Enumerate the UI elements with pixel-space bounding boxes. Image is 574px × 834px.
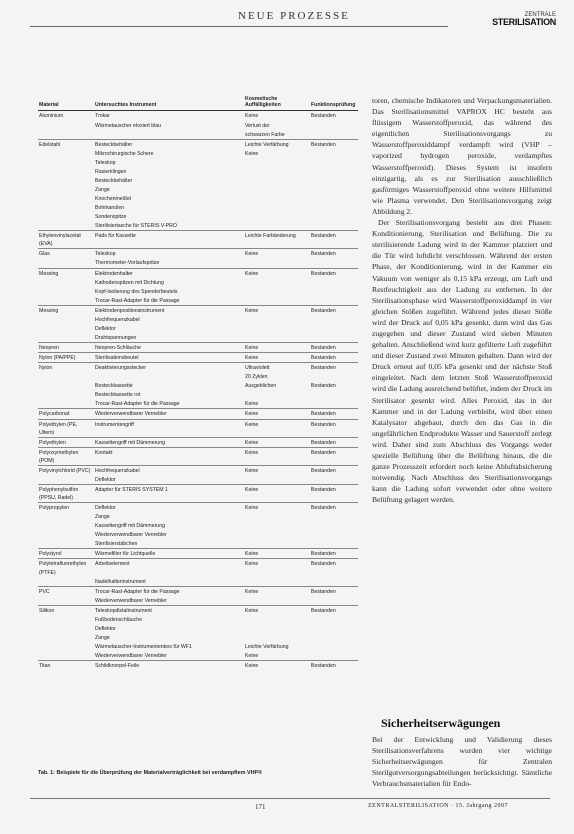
table-row [38,268,358,278]
cell-cosmetic [244,278,310,287]
cell-function-test [310,642,358,651]
cell-function-test: Bestanden [310,249,358,259]
table-row [38,176,358,185]
header-function-test: Funktionsprüfung [310,95,358,111]
cell-material [38,381,94,390]
cell-instrument: Trokar [95,113,110,120]
cell-cosmetic [244,475,310,485]
cell-instrument: Deflektor [94,503,244,513]
table-row [38,549,358,559]
cell-material: Polyoxymethylen (POM) [38,447,94,465]
cell-instrument: Wärmetauscher eloxiert blau [95,122,162,129]
cell-cosmetic [244,167,310,176]
table-row [38,530,358,539]
cell-cosmetic [244,633,310,642]
cell-instrument: Deaktivierungsstecker [94,363,244,373]
cell-function-test: Bestanden [310,661,358,671]
cell-cosmetic: Keine [245,150,259,157]
cell-cosmetic [244,194,310,203]
table-row [38,615,358,624]
cell-cosmetic [244,221,310,231]
table-row [38,363,358,373]
cell-cosmetic [244,203,310,212]
cell-material: Polyvinylchlorid (PVC) [38,465,94,475]
cell-cosmetic [244,315,310,324]
cell-function-test [310,167,358,176]
table-row [38,287,358,296]
cell-material [38,287,94,296]
cell-cosmetic [244,212,310,221]
table-header-row [38,95,358,111]
cell-cosmetic: Keine [244,605,310,615]
table-row [38,315,358,324]
cell-function-test [310,651,358,661]
cell-cosmetic [244,287,310,296]
table-row [38,372,358,381]
cell-material [38,624,94,633]
cell-material [38,399,94,409]
cell-material: Edelstahl [38,139,94,149]
cell-instrument: Sterilisiertasche für STERIS V-PRO [95,223,177,230]
cell-cosmetic [244,185,310,194]
cell-instrument: Knochenmeißel [95,196,132,203]
cell-cosmetic [244,333,310,343]
table-row [38,185,358,194]
cell-material: Aluminium [39,113,64,120]
cell-function-test [310,521,358,530]
cell-function-test: Bestanden [310,343,358,353]
table-row [38,231,358,249]
cell-function-test [310,212,358,221]
header-cosmetic: Kosmetische Auffälligkeiten [244,95,310,111]
cell-cosmetic: Keine [244,249,310,259]
section-heading: Sicherheitserwägungen [381,716,501,730]
cell-function-test [310,130,358,140]
table-body [38,111,358,670]
cell-instrument: Hochfrequenzkabel [94,465,244,475]
cell-instrument: Zange [95,186,110,193]
cell-instrument: Trocar-Rast-Adapter für die Passage [95,401,180,408]
cell-instrument: Schildknorpel-Feile [94,661,244,671]
cell-instrument: Pads für Kassette [94,231,244,249]
cell-instrument: Trocar-Rast-Adapter für die Passage [94,586,244,596]
cell-cosmetic: Verlust der [245,122,270,129]
table-row [38,390,358,399]
cell-cosmetic: Leichte Verfärbung [244,139,310,149]
cell-cosmetic: Ausgeblichen [245,383,277,390]
cell-instrument: Rasierklingen [95,168,127,175]
table-row [38,121,358,130]
cell-material [38,333,94,343]
cell-cosmetic: Keine [244,437,310,447]
cell-function-test: Bestanden [310,353,358,363]
cell-material: Polypropylen [38,503,94,513]
cell-cosmetic [244,296,310,306]
cell-cosmetic [244,258,310,268]
cell-function-test [310,149,358,158]
table-row [38,447,358,465]
cell-function-test: Bestanden [310,139,358,149]
table-row [38,512,358,521]
cell-function-test: Bestanden [310,268,358,278]
table-row [38,605,358,615]
cell-instrument: Sterilisationsbeutel [94,353,244,363]
cell-instrument: Wiederverwendbarer Vernebler [95,597,167,604]
cell-cosmetic: Keine [244,661,310,671]
cell-function-test [310,530,358,539]
cell-cosmetic: Keine [244,465,310,475]
cell-instrument: Besteckbehälter [95,177,133,184]
cell-cosmetic: Keine [244,343,310,353]
cell-material [38,390,94,399]
table-row [38,324,358,333]
cell-instrument: Neopren-Schläuche [94,343,244,353]
cell-material [38,615,94,624]
table-row [38,353,358,363]
cell-material [38,372,94,381]
cell-function-test [310,539,358,549]
cell-material: Polyphenylsulfon (PPSU, Radel) [38,484,94,502]
cell-material [38,642,94,651]
cell-function-test: Bestanden [310,586,358,596]
table-row [38,130,358,140]
cell-function-test: Bestanden [310,363,358,373]
header-instrument: Untersuchtes Instrument [94,95,244,111]
cell-function-test [310,203,358,212]
cell-function-test [310,372,358,381]
table-row [38,437,358,447]
cell-function-test [310,624,358,633]
table-row [38,111,358,121]
logo-top-text: ZENTRALE [524,12,556,18]
cell-instrument: Deflektor [95,476,116,483]
cell-instrument: Zange [95,634,110,641]
table-row [38,651,358,661]
table-row [38,577,358,587]
cell-function-test: Bestanden [311,113,336,120]
header-rule [30,26,448,27]
cell-function-test [310,333,358,343]
cell-function-test [310,324,358,333]
cell-instrument: Trocar-Rast-Adapter für die Passage [95,297,180,304]
table-row [38,465,358,475]
cell-material [38,577,94,587]
cell-cosmetic: Leichte Verfärbung [245,644,289,651]
cell-material: Glas [38,249,94,259]
cell-instrument: Kathodenspitzen mit Dichtung [95,279,164,286]
cell-instrument: Deflektor [95,625,116,632]
cell-material [38,176,94,185]
table-row [38,278,358,287]
cell-instrument: Wiederverwendbarer Vernebler [95,532,167,539]
table-row [38,484,358,502]
cell-function-test: Bestanden [310,409,358,419]
table-caption: Tab. 1: Beispiele für die Überprüfung der Materialverträglichkeit bei verdampftem VHP® [38,770,263,776]
cell-function-test [310,121,358,130]
cell-instrument: Besteckbehälter [94,139,244,149]
cell-material [38,596,94,606]
cell-cosmetic: Leichte Farbänderung [244,231,310,249]
cell-instrument: Kassettengriff mit Dämmerung [95,523,165,530]
cell-instrument: Besteckkassette rot [95,392,141,399]
cell-cosmetic [244,176,310,185]
cell-instrument: Sondenspitze [95,214,127,221]
cell-instrument: Mikrochirurgische Schere [95,150,154,157]
cell-function-test [310,185,358,194]
cell-material [38,221,94,231]
cell-instrument: Wärmefilter für Lichtquelle [94,549,244,559]
cell-cosmetic: Ultraviolett [244,363,310,373]
table-row [38,475,358,485]
table-row [38,305,358,315]
cell-instrument: Fußbodenschläuche [95,616,143,623]
article-body [372,95,552,505]
cell-function-test [310,221,358,231]
cell-function-test [310,287,358,296]
cell-instrument [94,130,244,140]
cell-cosmetic [244,324,310,333]
page-number: 171 [255,803,266,811]
cell-instrument: Besteckkassette [95,383,133,390]
cell-material [38,130,94,140]
cell-material [38,530,94,539]
cell-cosmetic: Keine [244,484,310,502]
cell-cosmetic: Keine [244,353,310,363]
cell-cosmetic [244,530,310,539]
logo-main-text: STERILISATION [492,17,556,27]
cell-instrument: Wiederverwendbarer Vernebler [95,653,167,660]
table-row [38,203,358,212]
cell-cosmetic [244,390,310,399]
cell-material [38,167,94,176]
table-row [38,642,358,651]
cell-cosmetic: Keine [245,401,259,408]
table-row [38,586,358,596]
cell-cosmetic: Keine [244,559,310,577]
cell-function-test: Bestanden [310,437,358,447]
cell-material [38,194,94,203]
cell-function-test [310,596,358,606]
cell-material [38,149,94,158]
cell-function-test [310,315,358,324]
table-row [38,212,358,221]
cell-function-test: Bestanden [310,231,358,249]
cell-function-test: Bestanden [310,605,358,615]
cell-material: PVC [38,586,94,596]
cell-material [38,475,94,485]
cell-instrument: Kontakt [94,447,244,465]
cell-instrument: Teleskopdistalinstrument [94,605,244,615]
cell-instrument: Instrumentengriff [94,419,244,437]
cell-instrument: Teleskop [94,249,244,259]
cell-cosmetic [244,521,310,530]
compatibility-table [38,95,358,670]
table-row [38,596,358,606]
cell-material: Titan [38,661,94,671]
cell-material: Neopren [38,343,94,353]
cell-instrument: Thermometer-Vorlaufspritze [95,260,160,267]
table-row [38,633,358,642]
cell-function-test [310,278,358,287]
table-row [38,539,358,549]
cell-function-test: Bestanden [310,549,358,559]
table-row [38,249,358,259]
cell-instrument: Deflektor [95,325,116,332]
cell-material [38,315,94,324]
cell-cosmetic [244,512,310,521]
cell-material [38,158,94,167]
cell-material [38,278,94,287]
cell-material: Polytetrafluorethylen (PTFE) [38,559,94,577]
cell-function-test: Bestanden [310,447,358,465]
cell-cosmetic [244,158,310,167]
cell-function-test [310,176,358,185]
header-material: Material [38,95,94,111]
cell-function-test: Bestanden [311,383,336,390]
table-row [38,167,358,176]
table-row [38,139,358,149]
table-row [38,149,358,158]
cell-function-test [310,258,358,268]
article-paragraph-after-heading: Bei der Entwicklung und Validierung dieses Sterilisationsverfahrens wurden vier wichtige Sicherheitserwägungen für Zentralen Sterilgutversorgungsabteilungen berücksichtigt. Sämtliche Verbrauchsmaterialien für Endo- [372,735,552,789]
cell-material: Polystyrol [38,549,94,559]
cell-function-test: Bestanden [310,419,358,437]
cell-instrument [94,372,244,381]
table-row [38,521,358,530]
cell-material [38,521,94,530]
cell-material [38,121,94,130]
cell-material [38,512,94,521]
cell-cosmetic: Keine [244,549,310,559]
cell-cosmetic: 20 Zyklen [245,374,268,381]
cell-material: Silikon [38,605,94,615]
cell-cosmetic: Keine [244,409,310,419]
cell-function-test [310,512,358,521]
cell-instrument: Sterilisierstäbchen [95,541,138,548]
compatibility-table-container [38,95,358,670]
cell-material [38,651,94,661]
table-row [38,258,358,268]
table-row [38,503,358,513]
cell-cosmetic [244,615,310,624]
cell-cosmetic: Keine [244,305,310,315]
cell-function-test [310,633,358,642]
cell-instrument: Hochfrequenzkabel [95,316,140,323]
cell-function-test [310,475,358,485]
page-header [0,4,574,30]
cell-material [38,296,94,306]
cell-material: Nylon (PA/PPE) [38,353,94,363]
cell-instrument: Wiederverwendbarer Vernebler [94,409,244,419]
table-row [38,399,358,409]
cell-instrument: Arbeitselement [94,559,244,577]
cell-function-test: Bestanden [310,465,358,475]
cell-function-test [310,158,358,167]
table-row [38,381,358,390]
cell-material: Polycarbonat [38,409,94,419]
table-row [38,624,358,633]
cell-material [38,324,94,333]
cell-function-test: Bestanden [310,559,358,577]
table-row [38,409,358,419]
cell-function-test: Bestanden [310,503,358,513]
cell-instrument: Elektrodenhalter [94,268,244,278]
cell-material [38,258,94,268]
cell-cosmetic [244,596,310,606]
table-row [38,419,358,437]
cell-function-test [310,399,358,409]
cell-cosmetic: Keine [244,419,310,437]
cell-function-test [310,194,358,203]
cell-function-test [310,296,358,306]
cell-instrument: Wärmetauscher-Instrumentenbox für WF1 [95,644,192,651]
cell-material: Messing [38,305,94,315]
cell-cosmetic [244,539,310,549]
cell-instrument: Drahtspannungen [95,334,137,341]
cell-instrument: Adapter für STERIS SYSTEM 1 [94,484,244,502]
table-row [38,296,358,306]
table-row [38,158,358,167]
cell-cosmetic [244,624,310,633]
cell-function-test: Bestanden [310,484,358,502]
cell-material: Ethylenvinylacetat (EVA) [38,231,94,249]
table-row [38,559,358,577]
cell-cosmetic: Keine [244,586,310,596]
cell-material [38,185,94,194]
cell-function-test: Bestanden [310,305,358,315]
cell-cosmetic: Keine [245,653,259,660]
table-row [38,221,358,231]
cell-instrument: Bohrkanülen [95,205,125,212]
cell-instrument: Elektrodenpositionsinstrument [94,305,244,315]
table-row [38,333,358,343]
cell-material [38,212,94,221]
cell-function-test [310,615,358,624]
footer-rule [30,798,550,799]
table-row [38,661,358,671]
cell-instrument: Kopf-Isolierung des Spenderbeutels [95,288,178,295]
cell-instrument: Zange [95,514,110,521]
cell-cosmetic [244,577,310,587]
cell-instrument: Kassettengriff mit Dämmerung [94,437,244,447]
journal-name: ZENTRALSTERILISATION · 15. Jahrgang 2007 [368,803,509,809]
cell-instrument: Nadelhalterinstrument [95,578,146,585]
cell-material [38,633,94,642]
cell-material: Nylon [38,363,94,373]
cell-material: Polyethylen (PE, Ultem) [38,419,94,437]
cell-material: Messing [38,268,94,278]
cell-cosmetic: Keine [245,113,259,120]
table-row [38,194,358,203]
cell-material [38,539,94,549]
cell-material [38,203,94,212]
cell-cosmetic: Keine [244,447,310,465]
cell-cosmetic: schwarzen Farbe [245,131,285,138]
journal-logo [492,12,556,27]
cell-instrument: Teleskop [95,159,116,166]
cell-cosmetic: Keine [244,503,310,513]
table-row [38,343,358,353]
cell-function-test [310,577,358,587]
section-title: NEUE PROZESSE [238,10,350,22]
article-paragraph: toren, chemische Indikatoren und Verpackungsmaterialien. Das Sterilisationsmittel VAPROX HC besteht aus flüssigem Wasserstoffperoxid, das während des eigentlichen Sterilisationsvorgangs zu Wasserstoffperoxiddampf verdampft wird (VHP – vaporized hydrogen peroxide, verdampftes Wasserstoffperoxid). Dieses System ist insofern einzigartig, als es zur Sterilisation ausschließlich gasförmiges Wasserstoffperoxid ohne weitere Hilfsmittel wie Plasma verwendet. Den Sterilisationsvorgang zeigt Abbildung 2. [372,96,552,216]
cell-cosmetic: Keine [244,268,310,278]
article-paragraph: Der Sterilisationsvorgang besteht aus drei Phasen: Konditionierung, Sterilisation und Belüftung. Die zu sterilisierende Ladung wird in der Kammer platziert und die Tür wird luftdicht verschlossen. Während der ersten Phase, der Konditionierung, wird in der Kammer ein Vakuum von weniger als 0,15 kPa erzeugt, um Luft und Restfeuchtigkeit aus der Ladung zu entfernen. In der Sterilisationsphase wird Wasserstoffperoxiddampf in vier gleichen Stößen zugeführt. Während jedes dieser Stöße wird der Druck auf 0,05 kPa gesenkt, dann wird das Gas zugegeben und dieser Zustand wird sieben Minuten gehalten. Anschließend wird kurz gefilterte Luft zugeführt und dieser Zustand zwei Minuten gehalten. Dann wird der Druck erneut auf 0,05 kPa gesenkt und der nächste Stoß eingeleitet. Nach dem letzten Stoß Wasserstoffperoxid wird die Ladung ausreichend belüftet, indem der Druck im Sterilisator gesenkt wird. Alles Peroxid, das in der Kammer und in der Ladung verbleibt, wird über einen Katalysator abgebaut, durch den das Gas in die ungefährlichen Endprodukte Wasser und Sauerstoff zerlegt wird. Daher sind zum Abschluss des Vorgangs weder spezielle Belüftung über die Belüftung hinaus, die die ganze Prozesszeit erfordert noch keine Abluftabsicherung notwendig. Nach Abschluss des Sterilisationsvorgangs kann die Ladung sofort verwendet oder ohne weitere Belüftung gelagert werden. [372,218,552,505]
cell-function-test [310,390,358,399]
cell-material: Polyethylen [38,437,94,447]
